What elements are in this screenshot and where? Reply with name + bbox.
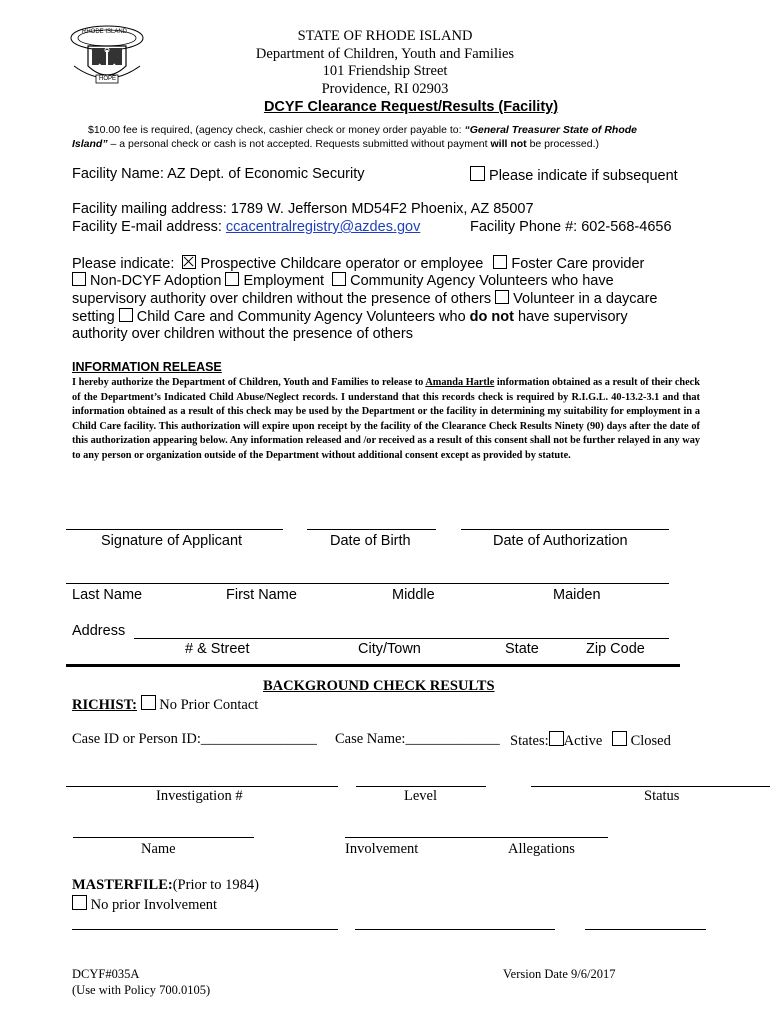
checkbox-employment[interactable] (225, 272, 239, 286)
dob-label: Date of Birth (330, 533, 411, 549)
checkbox-foster-care[interactable] (493, 255, 507, 269)
label-employment: Employment (243, 273, 325, 289)
facility-name: Facility Name: AZ Dept. of Economic Security (72, 166, 365, 182)
header-state: STATE OF RHODE ISLAND (297, 28, 473, 44)
case-id-field: Case ID or Person ID:________________ (72, 731, 317, 747)
policy-note: (Use with Policy 700.0105) (72, 983, 211, 997)
header-department: Department of Children, Youth and Families (255, 45, 515, 62)
information-release-text: I hereby authorize the Department of Children, Youth and Families to release to Amanda Hartle information obtained as a result of their check of the Department’s Indicated Child Abuse/Neglect records. I understand that this records check is required by R.I.G.L. 40-13.2-3.1 and that information obtained as a result of this check may be used by the Department or the facility in determining my suitability for employment in a Child Care facility. This authorization will expire upon receipt by the facility of the Clearance Check Results Ninety (90) days after the date of this authorization appearing below. Any information released and /or received as a result of this consent shall not be further relayed in any way to any person or organization outside of the Department without additional consent except as provided by statute. (72, 377, 700, 461)
authorized-name: Amanda Hartle (425, 377, 495, 388)
background-check-heading: BACKGROUND CHECK RESULTS (263, 678, 495, 694)
address-label: Address (72, 623, 126, 639)
label-prospective-childcare: Prospective Childcare operator or employee (200, 256, 484, 272)
subsequent-checkbox[interactable] (470, 166, 485, 181)
checkbox-no-prior-involvement[interactable] (72, 895, 87, 910)
label-daycare-volunteer: Volunteer in a daycare (513, 291, 658, 307)
checkbox-closed[interactable] (612, 731, 627, 746)
indicate-line-4: setting Child Care and Community Agency Volunteers who do not have supervisory (72, 309, 628, 325)
indicate-label: Please indicate: (72, 256, 175, 272)
label-non-dcyf-adoption: Non-DCYF Adoption (90, 273, 222, 289)
seal-motto: HOPE (99, 76, 117, 82)
zip-label: Zip Code (586, 641, 645, 657)
indicate-line-5: authority over children without the presence of others (72, 326, 413, 342)
street-label: # & Street (185, 641, 250, 657)
information-release-heading: INFORMATION RELEASE (72, 360, 222, 374)
investigation-label: Investigation # (156, 788, 243, 804)
no-prior-involvement-label: No prior Involvement (90, 897, 218, 913)
states-row (510, 731, 671, 750)
facility-mailing-address: Facility mailing address: 1789 W. Jefferson MD54F2 Phoenix, AZ 85007 (72, 201, 534, 217)
header-city: Providence, RI 02903 (321, 80, 449, 97)
subsequent-option (470, 166, 678, 184)
header-street: 101 Friendship Street (322, 63, 448, 79)
name-label: Name (141, 841, 176, 857)
facility-email-row (72, 219, 420, 235)
facility-email-label: Facility E-mail address: (72, 219, 226, 235)
checkbox-no-prior-contact[interactable] (141, 695, 156, 710)
city-label: City/Town (358, 641, 421, 657)
masterfile-label: MASTERFILE: (72, 877, 173, 893)
richist-row (72, 695, 258, 714)
case-name-field: Case Name:_____________ (335, 731, 500, 747)
checkbox-daycare-volunteer[interactable] (495, 290, 509, 304)
label-community-volunteers: Community Agency Volunteers who have (350, 273, 614, 289)
involvement-label: Involvement (345, 841, 419, 857)
form-number: DCYF#035A (72, 967, 140, 981)
no-prior-involvement-row (72, 895, 217, 914)
last-name-label: Last Name (72, 587, 143, 603)
fee-notice-line1: $10.00 fee is required, (agency check, cashier check or money order payable to: “General Treasurer State of Rhode (88, 124, 637, 136)
checkbox-non-dcyf-adoption[interactable] (72, 272, 86, 286)
status-label: Status (644, 788, 680, 804)
form-title: DCYF Clearance Request/Results (Facility) (263, 99, 559, 115)
version-date: Version Date 9/6/2017 (503, 967, 616, 981)
level-label: Level (404, 788, 438, 804)
state-label: State (505, 641, 539, 657)
signature-label: Signature of Applicant (101, 533, 243, 549)
facility-email-link[interactable]: ccacentralregistry@azdes.gov (225, 219, 421, 235)
fee-notice-line2: Island” – a personal check or cash is not accepted. Requests submitted without payment will not be processed.) (72, 138, 600, 150)
states-label: States: (510, 733, 549, 749)
seal-text: RHODE ISLAND (82, 29, 128, 35)
section-divider (66, 664, 680, 667)
indicate-line-3: supervisory authority over children without the presence of others Volunteer in a daycare (72, 291, 658, 307)
allegations-label: Allegations (508, 841, 575, 857)
middle-name-label: Middle (392, 587, 435, 603)
checkbox-prospective-childcare[interactable] (182, 255, 196, 269)
active-label: Active (563, 733, 603, 749)
indicate-line-2 (72, 272, 614, 289)
date-authorization-label: Date of Authorization (493, 533, 628, 549)
label-foster-care: Foster Care provider (511, 256, 645, 272)
subsequent-label: Please indicate if subsequent (489, 168, 678, 184)
no-prior-contact-label: No Prior Contact (159, 697, 259, 713)
first-name-label: First Name (226, 587, 297, 603)
richist-label: RICHIST: (72, 697, 137, 713)
masterfile-row (72, 877, 259, 894)
maiden-name-label: Maiden (553, 587, 601, 603)
facility-phone: Facility Phone #: 602-568-4656 (470, 219, 672, 235)
checkbox-volunteers-no-supervisory[interactable] (119, 308, 133, 322)
checkbox-community-volunteers[interactable] (332, 272, 346, 286)
indicate-line-1 (72, 255, 644, 272)
masterfile-note: (Prior to 1984) (172, 877, 259, 893)
checkbox-active[interactable] (549, 731, 564, 746)
closed-label: Closed (630, 733, 671, 749)
